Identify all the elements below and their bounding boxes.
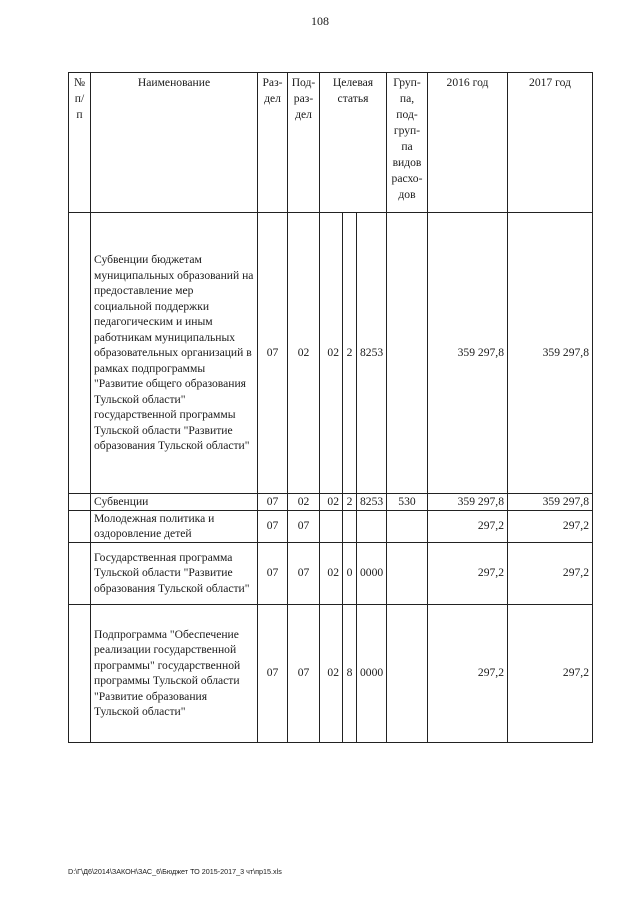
row-podrazdel: 07 — [288, 604, 320, 742]
row-target-direction: 0000 — [357, 542, 387, 604]
row-expense-group — [387, 213, 428, 494]
row-target-direction: 8253 — [357, 494, 387, 511]
row-name: Молодежная политика и оздоровление детей — [91, 510, 258, 542]
table-row — [69, 510, 593, 542]
header-target-article: Целевая статья — [320, 73, 387, 213]
row-name: Подпрограмма "Обеспечение реализации государственной программы" государственной программы Тульской области "Развитие образования Тульской области" — [91, 604, 258, 742]
header-expense-group: Груп- па, под- груп- па видов расхо- дов — [387, 73, 428, 213]
row-target-subprogram: 2 — [343, 494, 357, 511]
table-row — [69, 213, 593, 494]
row-razdel: 07 — [258, 604, 288, 742]
row-target-program: 02 — [320, 494, 343, 511]
row-amount-2016: 359 297,8 — [428, 213, 508, 494]
row-target-direction: 0000 — [357, 604, 387, 742]
file-path-footer: D:\Г\Д6\2014\ЗАКОН\ЗАС_6\Бюджет ТО 2015-2017_3 чт\пр15.xls — [68, 867, 282, 876]
row-amount-2017: 359 297,8 — [508, 213, 593, 494]
row-target-program: 02 — [320, 604, 343, 742]
row-razdel: 07 — [258, 510, 288, 542]
row-amount-2016: 297,2 — [428, 604, 508, 742]
row-target-program — [320, 510, 343, 542]
table-row — [69, 604, 593, 742]
header-year-2017: 2017 год — [508, 73, 593, 213]
header-razdel: Раз- дел — [258, 73, 288, 213]
table-row — [69, 542, 593, 604]
row-number — [69, 494, 91, 511]
header-row — [69, 73, 593, 213]
row-number — [69, 542, 91, 604]
row-razdel: 07 — [258, 213, 288, 494]
row-podrazdel: 02 — [288, 213, 320, 494]
row-number — [69, 604, 91, 742]
table-row — [69, 494, 593, 511]
row-expense-group: 530 — [387, 494, 428, 511]
row-name: Субвенции — [91, 494, 258, 511]
row-amount-2017: 297,2 — [508, 604, 593, 742]
row-podrazdel: 02 — [288, 494, 320, 511]
row-podrazdel: 07 — [288, 542, 320, 604]
row-target-program: 02 — [320, 542, 343, 604]
row-amount-2016: 359 297,8 — [428, 494, 508, 511]
row-amount-2017: 297,2 — [508, 542, 593, 604]
header-name: Наименование — [91, 73, 258, 213]
header-podrazdel: Под- раз- дел — [288, 73, 320, 213]
row-number — [69, 213, 91, 494]
row-expense-group — [387, 604, 428, 742]
row-expense-group — [387, 542, 428, 604]
budget-table — [68, 72, 593, 743]
row-amount-2016: 297,2 — [428, 510, 508, 542]
header-number: № п/п — [69, 73, 91, 213]
row-name: Субвенции бюджетам муниципальных образований на предоставление мер социальной поддержки педагогическим и иным работникам муниципальных образовательных организаций в рамках подпрограммы "Развитие общего образования Тульской области" государственной программы Тульской области "Развитие образования Тульской области" — [91, 213, 258, 494]
row-number — [69, 510, 91, 542]
row-amount-2017: 297,2 — [508, 510, 593, 542]
row-podrazdel: 07 — [288, 510, 320, 542]
row-target-direction: 8253 — [357, 213, 387, 494]
row-target-subprogram: 2 — [343, 213, 357, 494]
row-razdel: 07 — [258, 494, 288, 511]
row-name: Государственная программа Тульской области "Развитие образования Тульской области" — [91, 542, 258, 604]
row-target-direction — [357, 510, 387, 542]
row-target-subprogram — [343, 510, 357, 542]
page-number: 108 — [311, 14, 329, 28]
row-expense-group — [387, 510, 428, 542]
header-year-2016: 2016 год — [428, 73, 508, 213]
row-target-program: 02 — [320, 213, 343, 494]
row-amount-2017: 359 297,8 — [508, 494, 593, 511]
row-razdel: 07 — [258, 542, 288, 604]
row-target-subprogram: 8 — [343, 604, 357, 742]
row-amount-2016: 297,2 — [428, 542, 508, 604]
row-target-subprogram: 0 — [343, 542, 357, 604]
